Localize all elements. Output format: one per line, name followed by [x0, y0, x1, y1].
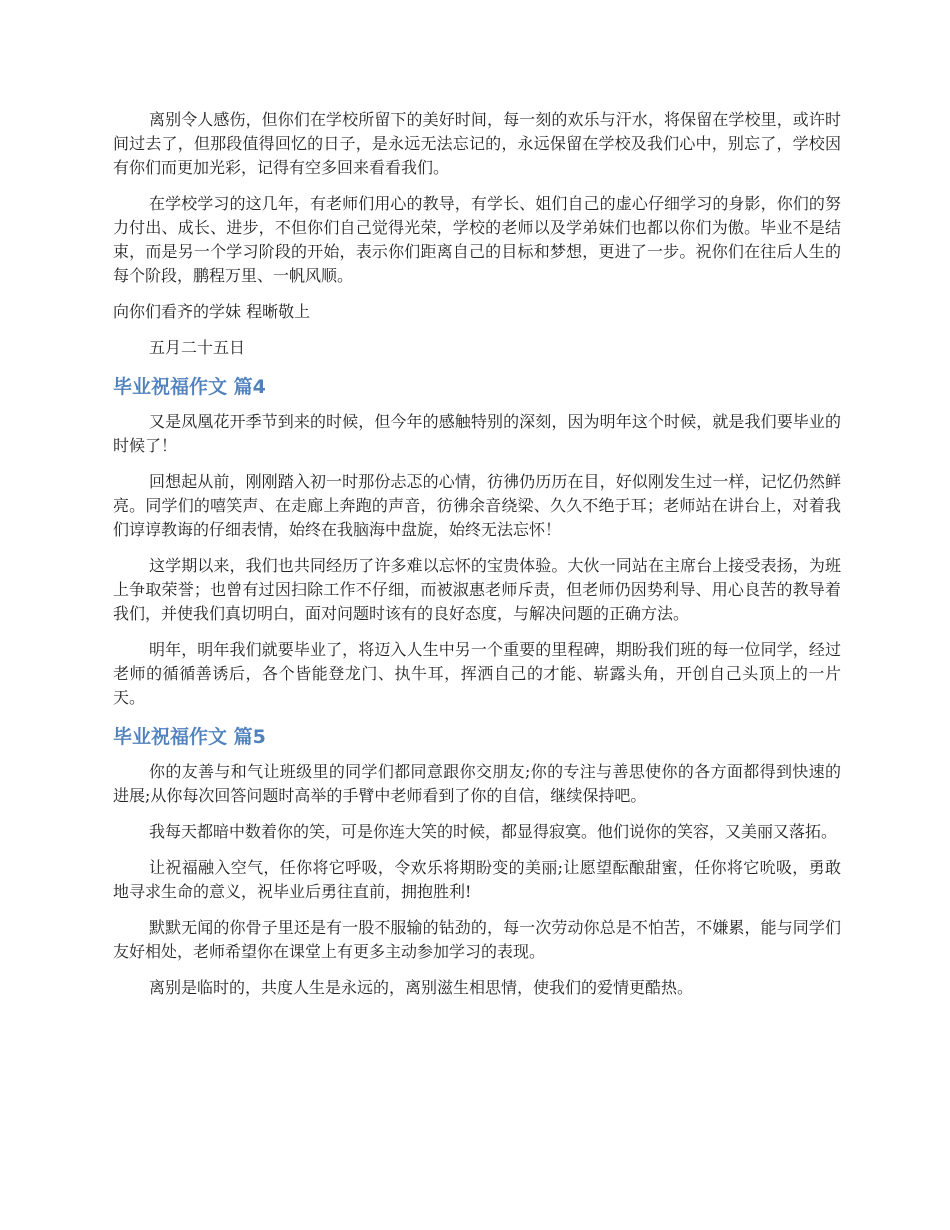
- paragraph: 离别令人感伤，但你们在学校所留下的美好时间，每一刻的欢乐与汗水，将保留在学校里，或许时间过去了，但那段值得回忆的日子，是永远无法忘记的，永远保留在学校及我们心中，别忘了，学校因有你们而更加光彩，记得有空多回来看看我们。: [113, 110, 841, 177]
- paragraph: 离别是临时的，共度人生是永远的，离别滋生相思情，使我们的爱情更酷热。: [149, 978, 694, 997]
- paragraph: 回想起从前，刚刚踏入初一时那份忐忑的心情，彷彿仍历历在目，好似刚发生过一样，记忆仍然鲜亮。同学们的嘻笑声、在走廊上奔跑的声音，彷彿余音绕梁、久久不绝于耳；老师站在讲台上，对着我们谆谆教诲的仔细表情，始终在我脑海中盘旋，始终无法忘怀！: [113, 472, 841, 539]
- date: 五月二十五日: [149, 338, 246, 357]
- paragraph: 又是凤凰花开季节到来的时候，但今年的感触特别的深刻，因为明年这个时候，就是我们要毕业的时候了！: [113, 412, 841, 455]
- paragraph: 让祝福融入空气，任你将它呼吸，令欢乐将期盼变的美丽;让愿望酝酿甜蜜，任你将它吮吸，勇敢地寻求生命的意义，祝毕业后勇往直前，拥抱胜利!: [113, 858, 841, 901]
- paragraph: 这学期以来，我们也共同经历了许多难以忘怀的宝贵体验。大伙一同站在主席台上接受表扬，为班上争取荣誉；也曾有过因扫除工作不仔细，而被淑惠老师斥责，但老师仍因势利导、用心良苦的教导着我们，并使我们真切明白，面对问题时该有的良好态度，与解决问题的正确方法。: [113, 556, 841, 623]
- paragraph: 明年，明年我们就要毕业了，将迈入人生中另一个重要的里程碑，期盼我们班的每一位同学，经过老师的循循善诱后，各个皆能登龙门、执牛耳，挥洒自己的才能、崭露头角，开创自己头顶上的一片天。: [113, 640, 841, 707]
- document-page: [113, 108, 841, 1012]
- section-heading-5: 毕业祝福作文 篇5: [113, 726, 266, 748]
- paragraph: 在学校学习的这几年，有老师们用心的教导，有学长、姐们自己的虚心仔细学习的身影，你们的努力付出、成长、进步，不但你们自己觉得光荣，学校的老师以及学弟妹们也都以你们为傲。毕业不是结束，而是另一个学习阶段的开始，表示你们距离自己的目标和梦想，更进了一步。祝你们在往后人生的每个阶段，鹏程万里、一帆风顺。: [113, 194, 841, 285]
- section-heading-4: 毕业祝福作文 篇4: [113, 376, 266, 398]
- signature: 向你们看齐的学妹 程晰敬上: [113, 302, 311, 321]
- paragraph: 我每天都暗中数着你的笑，可是你连大笑的时候，都显得寂寞。他们说你的笑容，又美丽又落拓。: [149, 822, 838, 841]
- paragraph: 你的友善与和气让班级里的同学们都同意跟你交朋友;你的专注与善思使你的各方面都得到快速的进展;从你每次回答问题时高举的手臂中老师看到了你的自信，继续保持吧。: [113, 762, 841, 805]
- paragraph: 默默无闻的你骨子里还是有一股不服输的钻劲的，每一次劳动你总是不怕苦，不嫌累，能与同学们友好相处，老师希望你在课堂上有更多主动参加学习的表现。: [113, 918, 841, 961]
